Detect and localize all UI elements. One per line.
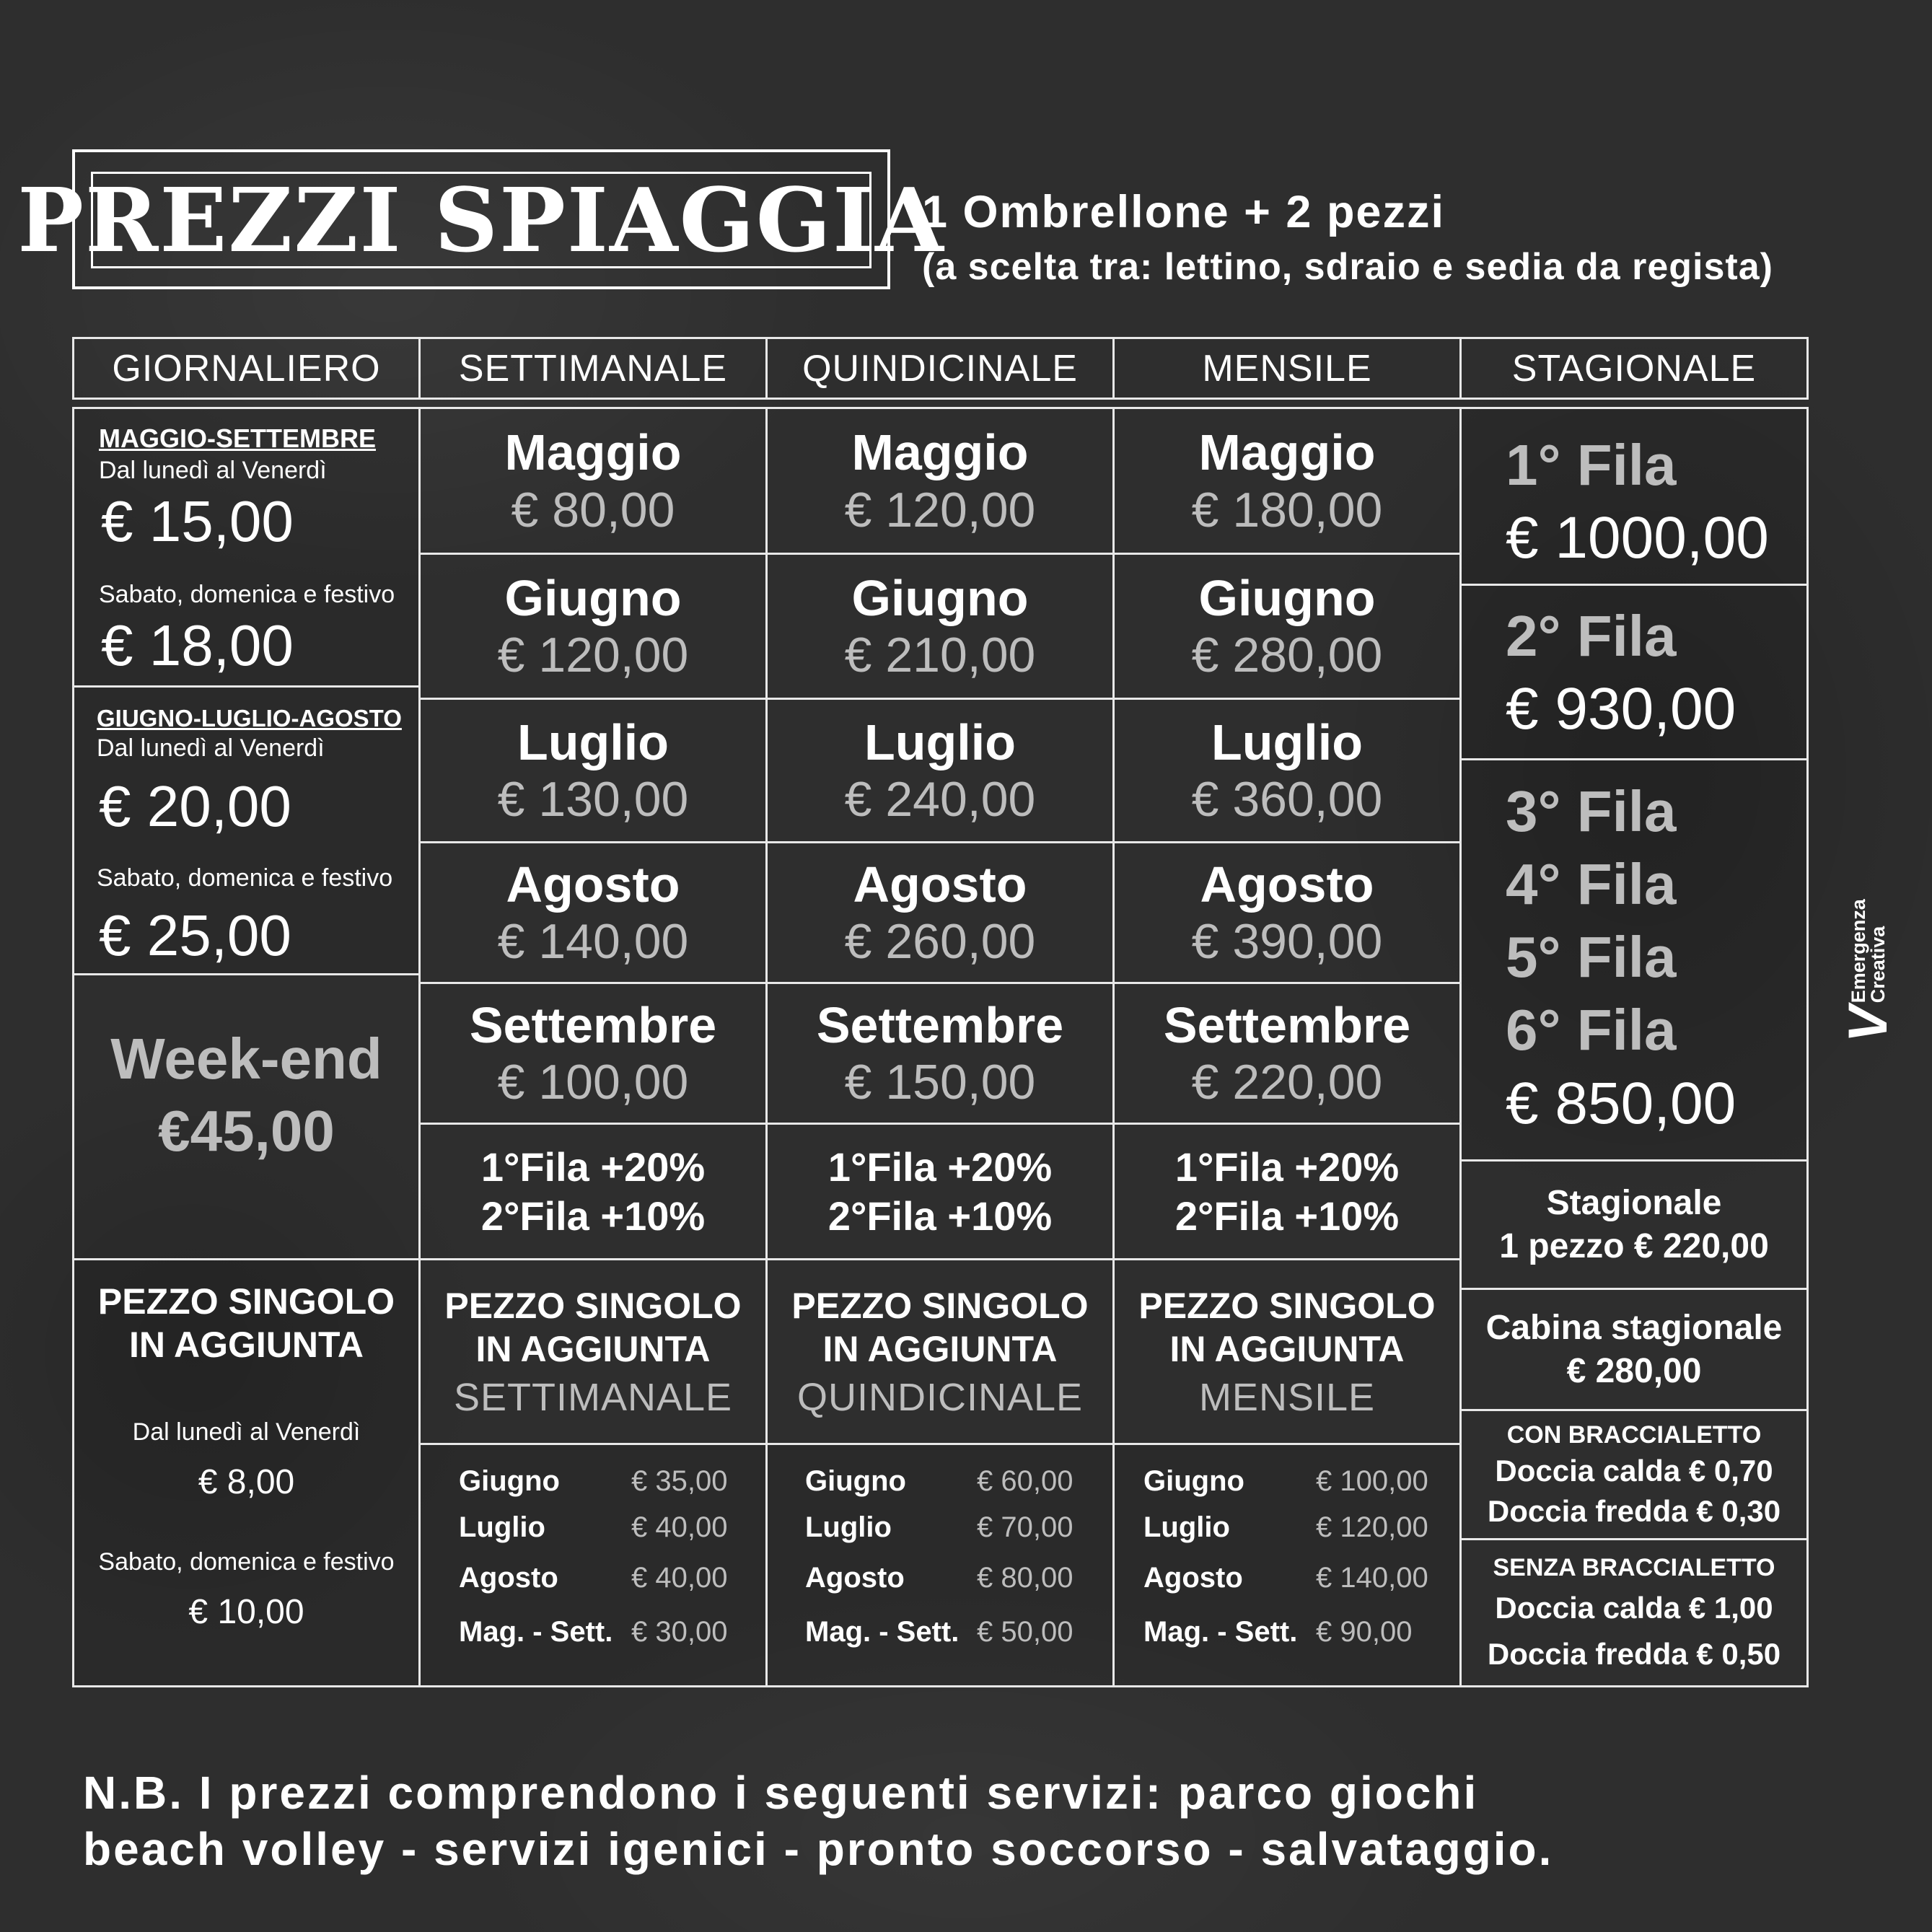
giornaliero-weekday-price-2: € 20,00 bbox=[99, 774, 291, 838]
giornaliero-weekday-price-1: € 15,00 bbox=[101, 489, 294, 553]
month-price: € 80,00 bbox=[511, 482, 675, 537]
giornaliero-weekday-label-1: Dal lunedì al Venerdì bbox=[99, 457, 327, 484]
month-name: Agosto bbox=[853, 856, 1027, 913]
month-name: Settembre bbox=[469, 996, 717, 1053]
pezzo-singolo-title-2: IN AGGIUNTA bbox=[129, 1325, 364, 1365]
fila-6-label: 6° Fila bbox=[1506, 998, 1677, 1062]
ps-row-label: Giugno bbox=[1143, 1465, 1244, 1497]
ps-row-label: Mag. - Sett. bbox=[459, 1616, 613, 1648]
con-doccia-calda: Doccia calda € 0,70 bbox=[1495, 1453, 1773, 1488]
month-price: € 180,00 bbox=[1191, 482, 1383, 537]
fila-1-label: 1° Fila bbox=[1506, 433, 1677, 497]
settimanale-surcharge bbox=[418, 1123, 768, 1260]
month-name: Agosto bbox=[506, 856, 680, 913]
ps-row-label: Giugno bbox=[805, 1465, 906, 1497]
ps-row-value: € 35,00 bbox=[631, 1465, 728, 1497]
ps-daily-weekend-label: Sabato, domenica e festivo bbox=[98, 1548, 395, 1576]
mensile-surcharge bbox=[1112, 1123, 1462, 1260]
mensile-agosto bbox=[1112, 841, 1462, 984]
senza-doccia-fredda: Doccia fredda € 0,50 bbox=[1487, 1637, 1781, 1671]
surcharge-line-1: 1°Fila +20% bbox=[480, 1144, 706, 1190]
quindicinale-agosto bbox=[765, 841, 1115, 984]
con-doccia-fredda: Doccia fredda € 0,30 bbox=[1487, 1493, 1781, 1528]
giornaliero-weekend-label-2: Sabato, domenica e festivo bbox=[97, 864, 393, 892]
ps-row-value: € 50,00 bbox=[977, 1616, 1073, 1648]
ps-row-label: Mag. - Sett. bbox=[805, 1616, 960, 1648]
pezzo-singolo-quindicinale-head bbox=[765, 1258, 1115, 1445]
quindicinale-surcharge bbox=[765, 1123, 1115, 1260]
month-price: € 220,00 bbox=[1191, 1055, 1383, 1110]
mensile-maggio bbox=[1112, 407, 1462, 555]
ps-row-value: € 70,00 bbox=[977, 1511, 1073, 1543]
ps-row-label: Agosto bbox=[805, 1562, 905, 1594]
month-name: Agosto bbox=[1200, 856, 1374, 913]
ps-daily-weekday-label: Dal lunedì al Venerdì bbox=[132, 1418, 361, 1446]
emergenza-creativa-logo bbox=[1832, 887, 1897, 1046]
month-name: Giugno bbox=[1198, 569, 1376, 626]
header-stagionale: STAGIONALE bbox=[1459, 337, 1809, 400]
ps-row-label: Mag. - Sett. bbox=[1143, 1616, 1298, 1648]
month-price: € 210,00 bbox=[844, 628, 1036, 683]
fila-2-price: € 930,00 bbox=[1506, 676, 1736, 742]
fila-1-price: € 1000,00 bbox=[1506, 505, 1769, 571]
month-price: € 360,00 bbox=[1191, 772, 1383, 827]
settimanale-agosto bbox=[418, 841, 768, 984]
ps-daily-weekday-price: € 8,00 bbox=[198, 1463, 295, 1501]
giornaliero-weekend-label-1: Sabato, domenica e festivo bbox=[99, 581, 395, 608]
ps-row-label: Agosto bbox=[1143, 1562, 1243, 1594]
pezzo-singolo-title-2: IN AGGIUNTA bbox=[1169, 1328, 1405, 1369]
ps-row-label: Luglio bbox=[805, 1511, 892, 1543]
ps-row-value: € 120,00 bbox=[1316, 1511, 1428, 1543]
fila-4-label: 4° Fila bbox=[1506, 852, 1677, 916]
ps-row-value: € 90,00 bbox=[1316, 1616, 1413, 1648]
weekend-label: Week-end bbox=[110, 1027, 382, 1091]
fila-3-6-price: € 850,00 bbox=[1506, 1071, 1736, 1136]
stagionale-cabina bbox=[1459, 1288, 1809, 1411]
cabina-price: € 280,00 bbox=[1566, 1351, 1702, 1390]
ps-row-value: € 40,00 bbox=[631, 1511, 728, 1543]
title-inner-frame bbox=[17, 168, 945, 272]
header-giornaliero: GIORNALIERO bbox=[72, 337, 421, 400]
ps-row-label: Luglio bbox=[459, 1511, 545, 1543]
settimanale-luglio bbox=[418, 698, 768, 843]
pezzo-singolo-title bbox=[72, 1280, 421, 1366]
month-price: € 150,00 bbox=[844, 1055, 1036, 1110]
mensile-settembre bbox=[1112, 982, 1462, 1125]
logo-line-1: Emergenza bbox=[1848, 899, 1869, 1004]
mensile-luglio bbox=[1112, 698, 1462, 843]
ps-row-value: € 100,00 bbox=[1316, 1465, 1428, 1497]
month-name: Maggio bbox=[504, 424, 682, 481]
note-line-1: N.B. I prezzi comprendono i seguenti servizi: parco giochi bbox=[83, 1767, 1479, 1819]
giornaliero-period-1: MAGGIO-SETTEMBRE bbox=[99, 423, 376, 453]
senza-braccialetto-title: SENZA BRACCIALETTO bbox=[1493, 1554, 1775, 1581]
surcharge-line-1: 1°Fila +20% bbox=[827, 1144, 1053, 1190]
settimanale-settembre bbox=[418, 982, 768, 1125]
month-name: Maggio bbox=[851, 424, 1029, 481]
mensile-giugno bbox=[1112, 553, 1462, 700]
pezzo-singolo-title-1: PEZZO SINGOLO bbox=[791, 1285, 1089, 1326]
stagionale-senza-braccialetto bbox=[1459, 1538, 1809, 1687]
fila-2-label: 2° Fila bbox=[1506, 604, 1677, 668]
pezzo-singolo-title-1: PEZZO SINGOLO bbox=[444, 1285, 742, 1326]
fila-3-label: 3° Fila bbox=[1506, 779, 1677, 843]
ps-row-value: € 30,00 bbox=[631, 1616, 728, 1648]
month-price: € 120,00 bbox=[844, 482, 1036, 537]
subtitle-detail: (a scelta tra: lettino, sdraio e sedia da regista) bbox=[922, 246, 1773, 288]
ps-row-value: € 40,00 bbox=[631, 1562, 728, 1594]
title-frame bbox=[17, 149, 945, 289]
giornaliero-weekday-label-2: Dal lunedì al Venerdì bbox=[97, 734, 325, 762]
single-piece-title: Stagionale bbox=[1546, 1183, 1722, 1222]
quindicinale-maggio bbox=[765, 407, 1115, 555]
stagionale-single-piece bbox=[1459, 1159, 1809, 1290]
logo-line-2: Creativa bbox=[1867, 926, 1889, 1004]
ps-row-value: € 80,00 bbox=[977, 1562, 1073, 1594]
month-name: Giugno bbox=[504, 569, 682, 626]
ps-row-label: Luglio bbox=[1143, 1511, 1230, 1543]
pezzo-singolo-sub: MENSILE bbox=[1198, 1375, 1376, 1419]
giornaliero-weekend-block bbox=[72, 973, 421, 1260]
note-line-2: beach volley - servizi igenici - pronto soccorso - salvataggio. bbox=[83, 1823, 1554, 1875]
pezzo-singolo-title-1: PEZZO SINGOLO bbox=[97, 1281, 395, 1322]
pezzo-singolo-mensile-head bbox=[1112, 1258, 1462, 1445]
ps-row-value: € 60,00 bbox=[977, 1465, 1073, 1497]
weekend-price: €45,00 bbox=[158, 1099, 335, 1163]
surcharge-line-2: 2°Fila +10% bbox=[827, 1193, 1053, 1239]
logo-initial: V bbox=[1837, 1006, 1899, 1042]
pezzo-singolo-title-2: IN AGGIUNTA bbox=[822, 1328, 1058, 1369]
stagionale-con-braccialetto bbox=[1459, 1409, 1809, 1540]
header-mensile: MENSILE bbox=[1112, 337, 1462, 400]
month-name: Maggio bbox=[1198, 424, 1376, 481]
ps-daily-weekend-price: € 10,00 bbox=[188, 1593, 304, 1631]
pezzo-singolo-title-2: IN AGGIUNTA bbox=[475, 1328, 711, 1369]
giornaliero-weekend-price-1: € 18,00 bbox=[101, 613, 294, 677]
quindicinale-luglio bbox=[765, 698, 1115, 843]
month-name: Luglio bbox=[517, 713, 669, 770]
surcharge-line-2: 2°Fila +10% bbox=[480, 1193, 706, 1239]
giornaliero-period-2: GIUGNO-LUGLIO-AGOSTO bbox=[97, 705, 402, 732]
month-price: € 100,00 bbox=[497, 1055, 689, 1110]
fila-5-label: 5° Fila bbox=[1506, 925, 1677, 989]
month-price: € 390,00 bbox=[1191, 914, 1383, 970]
senza-doccia-calda: Doccia calda € 1,00 bbox=[1495, 1591, 1773, 1625]
page-title: PREZZI SPIAGGIA bbox=[17, 168, 945, 272]
ps-row-value: € 140,00 bbox=[1316, 1562, 1428, 1594]
month-price: € 280,00 bbox=[1191, 628, 1383, 683]
surcharge-line-2: 2°Fila +10% bbox=[1174, 1193, 1400, 1239]
pezzo-singolo-title-1: PEZZO SINGOLO bbox=[1138, 1285, 1436, 1326]
surcharge-line-1: 1°Fila +20% bbox=[1174, 1144, 1400, 1190]
header-quindicinale: QUINDICINALE bbox=[765, 337, 1115, 400]
con-braccialetto-title: CON BRACCIALETTO bbox=[1506, 1421, 1762, 1449]
header-settimanale: SETTIMANALE bbox=[418, 337, 768, 400]
month-price: € 120,00 bbox=[497, 628, 689, 683]
month-name: Settembre bbox=[816, 996, 1064, 1053]
cabina-title: Cabina stagionale bbox=[1485, 1308, 1783, 1347]
quindicinale-settembre bbox=[765, 982, 1115, 1125]
month-name: Giugno bbox=[851, 569, 1029, 626]
month-price: € 130,00 bbox=[497, 772, 689, 827]
subtitle-main: 1 Ombrellone + 2 pezzi bbox=[922, 187, 1445, 237]
month-price: € 240,00 bbox=[844, 772, 1036, 827]
giornaliero-weekend-price-2: € 25,00 bbox=[99, 903, 291, 967]
month-name: Luglio bbox=[864, 713, 1016, 770]
single-piece-price: 1 pezzo € 220,00 bbox=[1499, 1226, 1769, 1265]
quindicinale-giugno bbox=[765, 553, 1115, 700]
month-name: Luglio bbox=[1211, 713, 1363, 770]
month-price: € 260,00 bbox=[844, 914, 1036, 970]
month-price: € 140,00 bbox=[497, 914, 689, 970]
ps-row-label: Giugno bbox=[459, 1465, 560, 1497]
settimanale-maggio bbox=[418, 407, 768, 555]
pezzo-singolo-sub: QUINDICINALE bbox=[796, 1375, 1084, 1419]
pezzo-singolo-sub: SETTIMANALE bbox=[453, 1375, 733, 1419]
ps-row-label: Agosto bbox=[459, 1562, 558, 1594]
pezzo-singolo-settimanale-head bbox=[418, 1258, 768, 1445]
settimanale-giugno bbox=[418, 553, 768, 700]
month-name: Settembre bbox=[1163, 996, 1411, 1053]
